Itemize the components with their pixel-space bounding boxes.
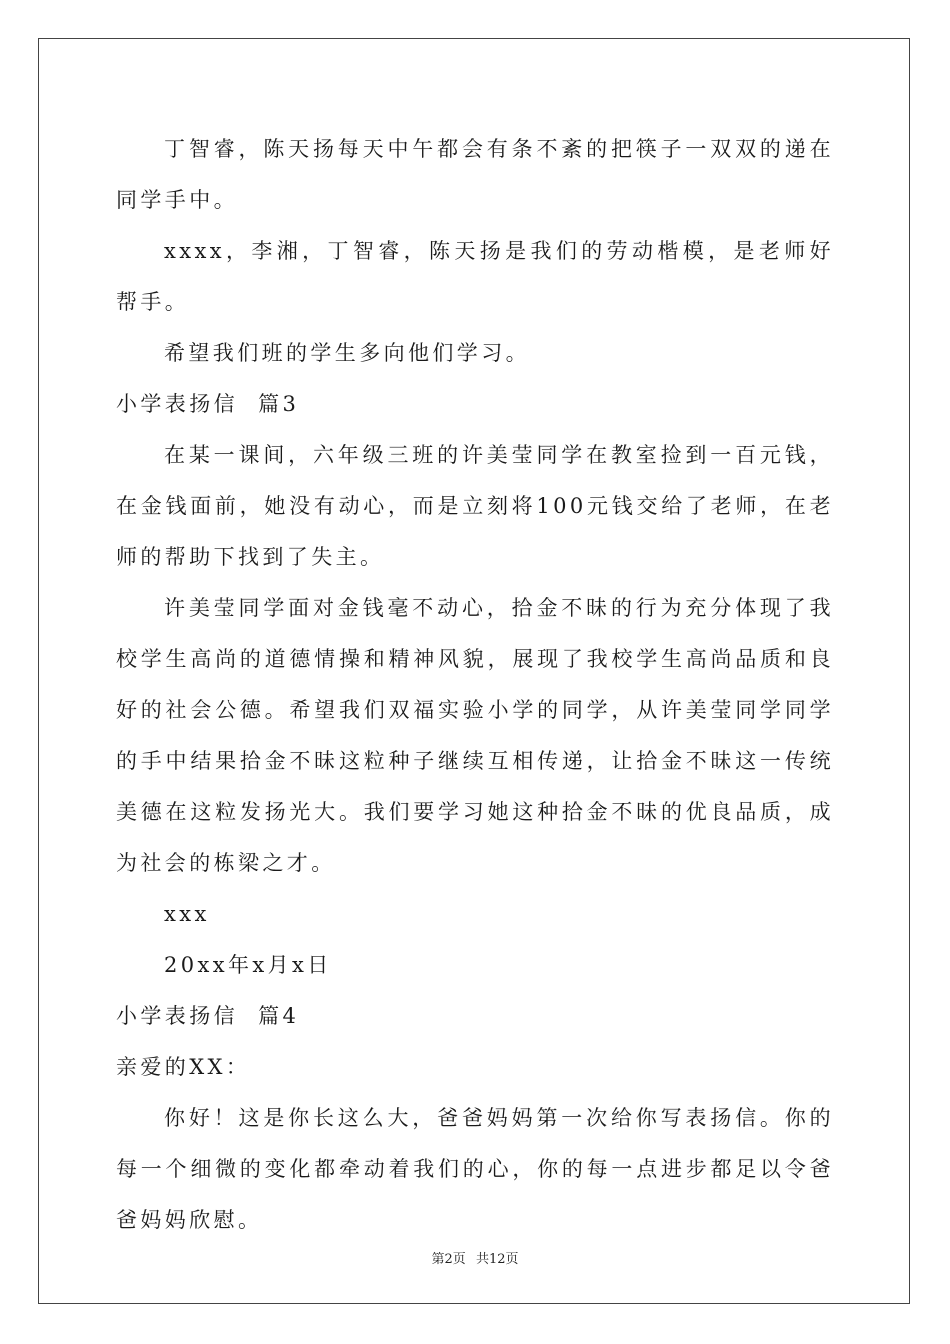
paragraph: 希望我们班的学生多向他们学习。 — [164, 341, 530, 365]
signature-date: 20xx年x月x日 — [164, 953, 332, 977]
paragraph: xxxx，李湘，丁智睿，陈天扬是我们的劳动楷模，是老师好帮手。 — [116, 239, 834, 314]
section-heading: 小学表扬信 篇4 — [116, 1004, 300, 1028]
document-body — [116, 124, 834, 1246]
paragraph: 许美莹同学面对金钱毫不动心，拾金不昧的行为充分体现了我校学生高尚的道德情操和精神风貌，展现了我校学生高尚品质和良好的社会公德。希望我们双福实验小学的同学，从许美莹同学同学的手中结果拾金不昧这粒种子继续互相传递，让拾金不昧这一传统美德在这粒发扬光大。我们要学习她这种拾金不昧的优良品质，成为社会的栋梁之才。 — [116, 596, 834, 875]
paragraph: 在某一课间，六年级三班的许美莹同学在教室捡到一百元钱，在金钱面前，她没有动心，而是立刻将100元钱交给了老师，在老师的帮助下找到了失主。 — [116, 443, 834, 569]
section-heading: 小学表扬信 篇3 — [116, 392, 300, 416]
page-total: 共12页 — [475, 1252, 519, 1267]
page-footer — [0, 1248, 950, 1267]
paragraph: 你好！这是你长这么大，爸爸妈妈第一次给你写表扬信。你的每一个细微的变化都牵动着我们的心，你的每一点进步都足以令爸爸妈妈欣慰。 — [116, 1106, 834, 1232]
signature-name: xxx — [164, 902, 210, 926]
paragraph: 丁智睿，陈天扬每天中午都会有条不紊的把筷子一双双的递在同学手中。 — [116, 137, 834, 212]
page-number: 第2页 — [431, 1252, 466, 1267]
salutation: 亲爱的XX： — [116, 1055, 251, 1079]
